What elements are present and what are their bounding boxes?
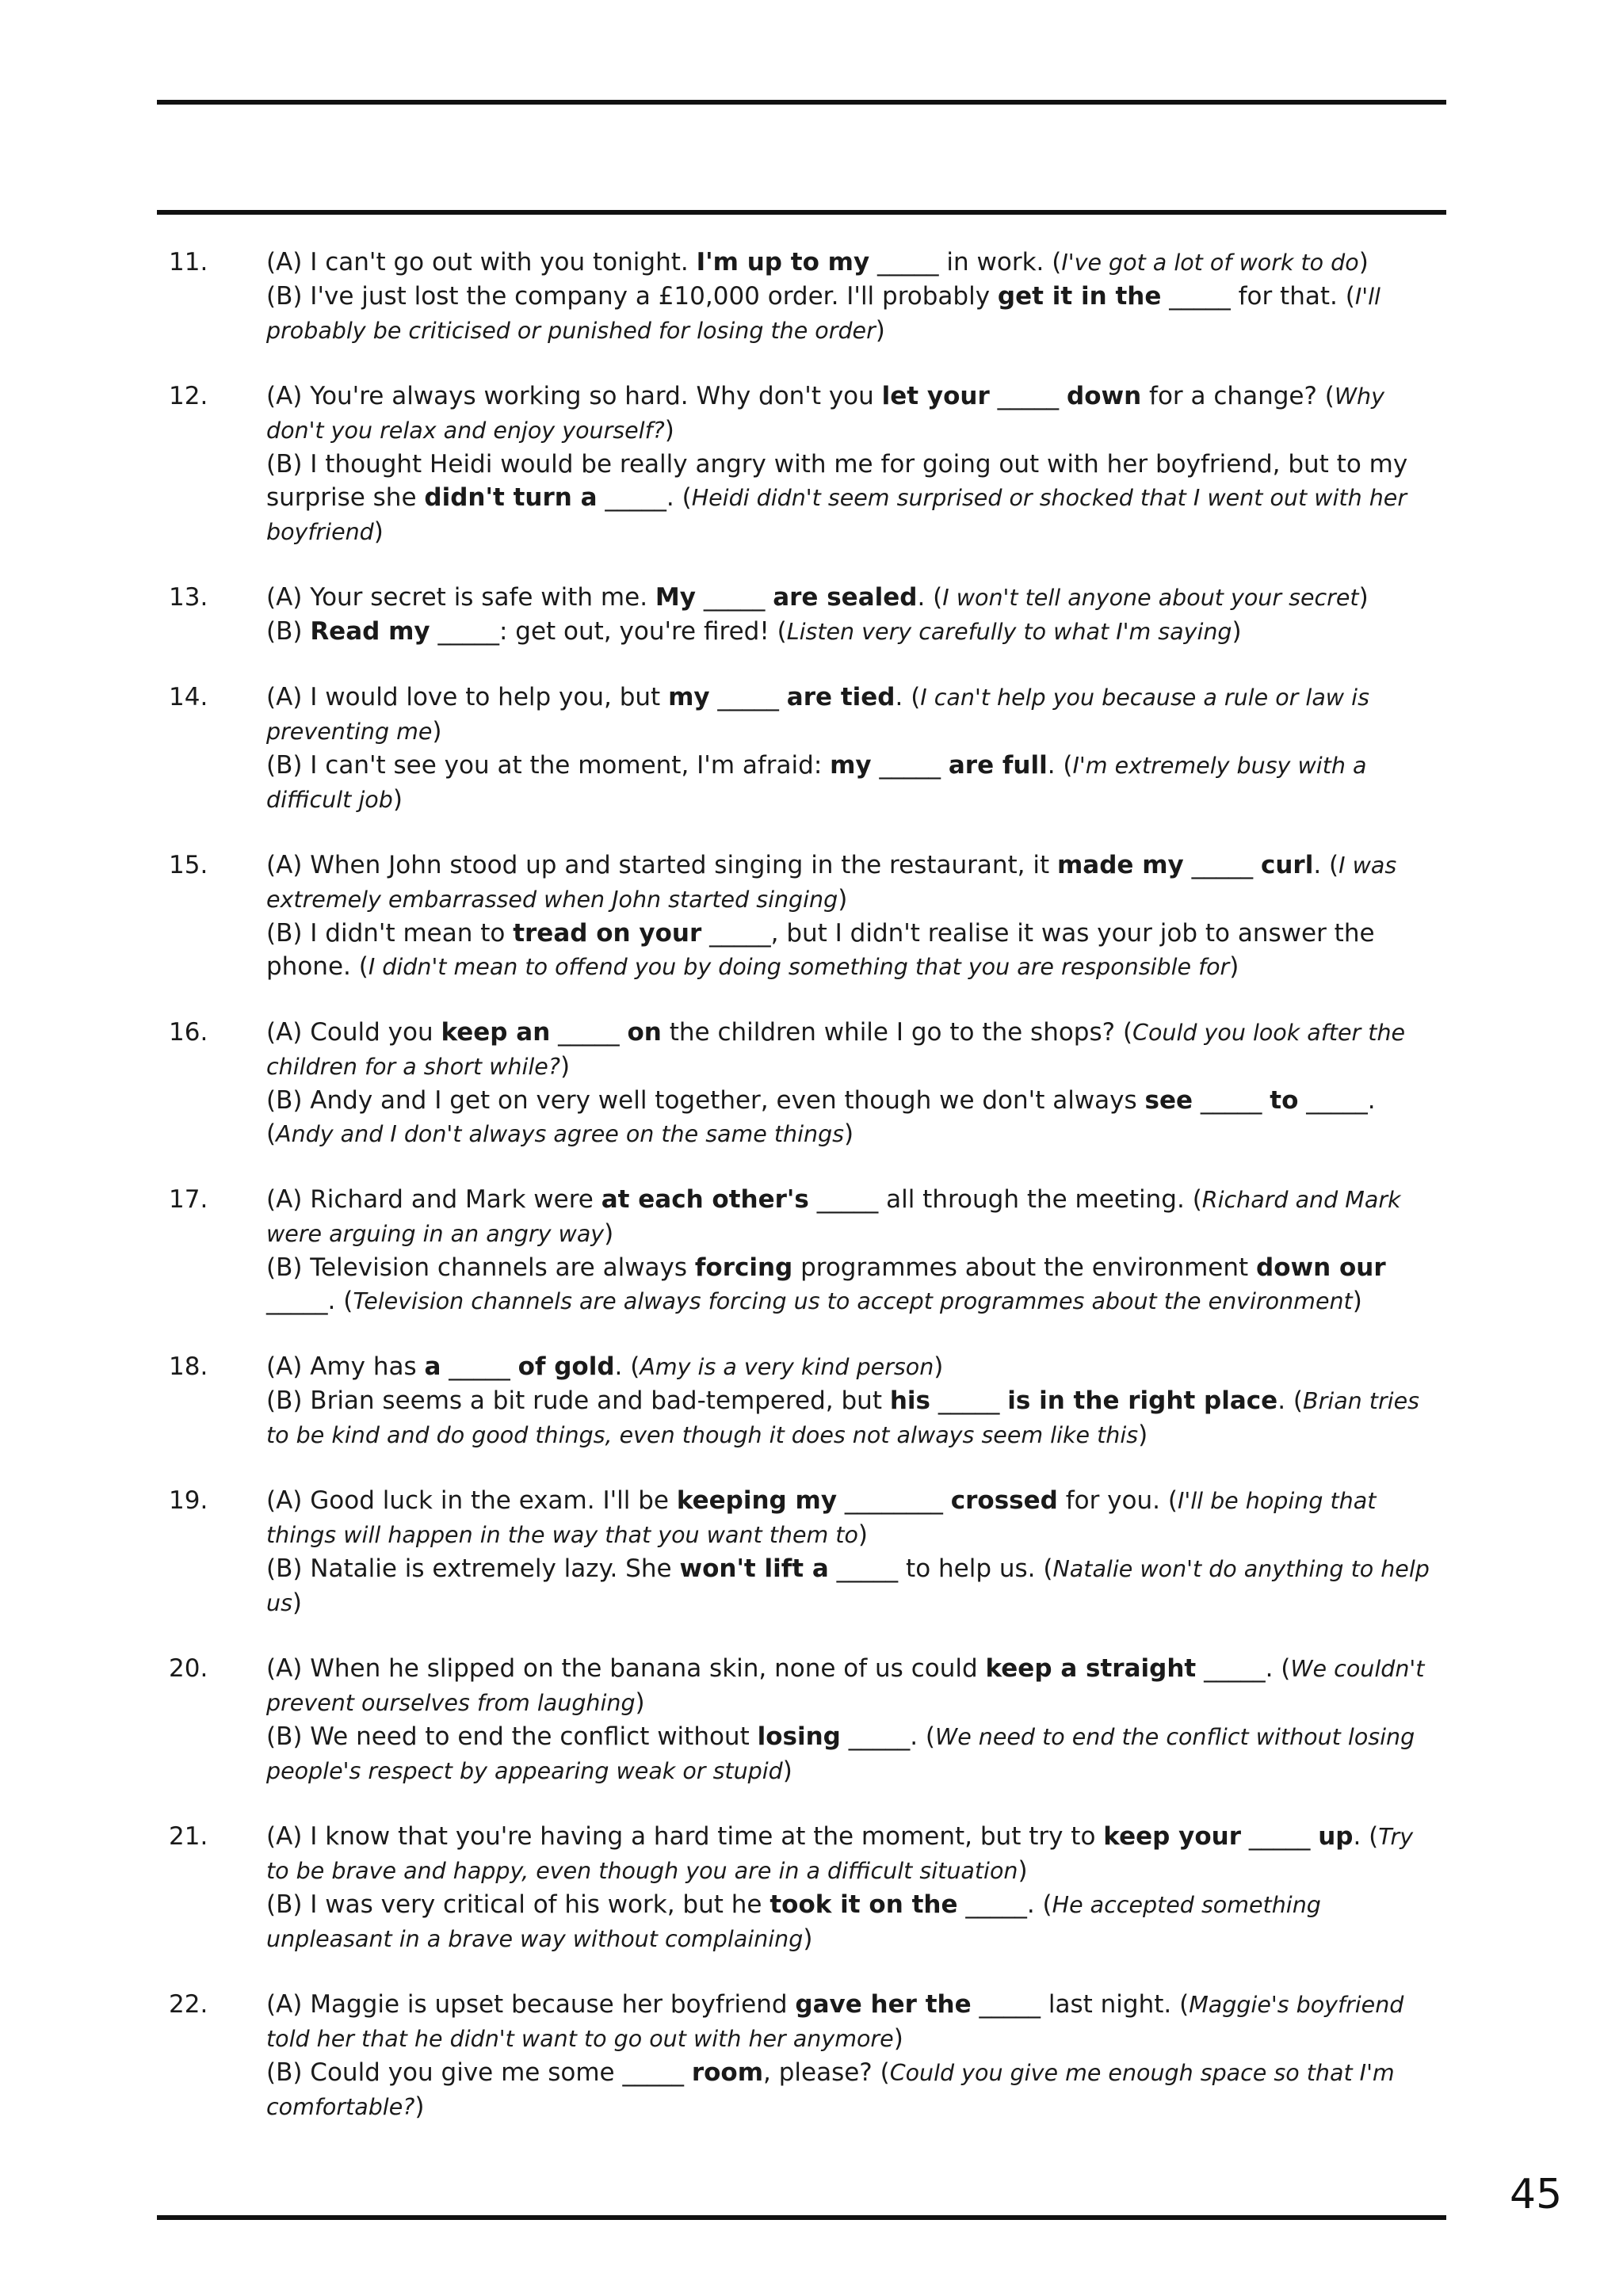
sentence-text: ) xyxy=(604,1219,614,1248)
sentence-text: _____ in work. ( xyxy=(869,248,1062,277)
sentence-text: ) xyxy=(934,1352,944,1381)
sentence-text: (A) You're always working so hard. Why don't you xyxy=(266,382,882,410)
sentence-text: . ( xyxy=(1353,1822,1379,1851)
idiom-phrase: keep your xyxy=(1103,1822,1241,1851)
idiom-phrase: down xyxy=(1067,382,1142,410)
sentence-text: (B) I was very critical of his work, but he xyxy=(266,1890,770,1919)
idiom-phrase: room xyxy=(691,2058,763,2087)
sentence-b xyxy=(266,1720,1439,1788)
meaning-hint: Television channels are always forcing us to accept programmes about the environment xyxy=(353,1288,1353,1314)
idiom-phrase: keep an xyxy=(441,1018,551,1047)
exercise-number: 19. xyxy=(169,1486,208,1515)
idiom-phrase: didn't turn a xyxy=(424,483,598,512)
meaning-hint: I'll probably be criticised or punished for losing the order xyxy=(266,284,1381,344)
sentence-text: . ( xyxy=(1047,751,1073,780)
sentence-text: ) xyxy=(1352,1287,1362,1315)
idiom-phrase: tread on your xyxy=(513,919,702,948)
meaning-hint: Why don't you relax and enjoy yourself? xyxy=(266,383,1384,444)
sentence-a xyxy=(266,1820,1439,1888)
meaning-hint: Natalie won't do anything to help us xyxy=(266,1556,1430,1616)
sentence-text: ) xyxy=(414,2092,425,2121)
sentence-a xyxy=(266,1016,1439,1084)
idiom-phrase: to xyxy=(1270,1086,1299,1115)
sentence-text: (B) Natalie is extremely lazy. She xyxy=(266,1554,680,1583)
sentence-text: _____ xyxy=(871,751,949,780)
meaning-hint: Andy and I don't always agree on the same things xyxy=(276,1121,845,1147)
exercise-item xyxy=(0,379,1623,549)
exercise-number: 14. xyxy=(169,683,208,711)
sentence-text: ) xyxy=(803,1924,813,1953)
sentence-text: ) xyxy=(1358,583,1369,612)
sentence-text: _____, but I didn't realise it was your job to answer the phone. ( xyxy=(266,919,1375,981)
sentence-text: _____. ( xyxy=(840,1722,936,1751)
idiom-phrase: are tied xyxy=(786,683,896,711)
exercise-number: 15. xyxy=(169,851,208,879)
sentence-a xyxy=(266,379,1439,448)
exercise-body xyxy=(266,1652,1439,1788)
idiom-phrase: see xyxy=(1144,1086,1193,1115)
sentence-text: ) xyxy=(857,1520,869,1549)
meaning-hint: Could you give me enough space so that I'm comfortable? xyxy=(266,2060,1395,2120)
sentence-text: (B) Could you give me some _____ xyxy=(266,2058,692,2087)
exercise-number: 11. xyxy=(169,248,208,277)
idiom-phrase: keeping my xyxy=(676,1486,838,1515)
sentence-b xyxy=(266,280,1439,348)
sentence-text: (A) Good luck in the exam. I'll be xyxy=(266,1486,677,1515)
sentence-text: _____ for that. ( xyxy=(1161,282,1355,311)
meaning-hint: Try to be brave and happy, even though you are in a difficult situation xyxy=(266,1824,1414,1884)
sentence-text: ) xyxy=(1358,248,1369,277)
sentence-b xyxy=(266,448,1439,549)
sentence-text: (A) When he slipped on the banana skin, none of us could xyxy=(266,1654,986,1683)
sentence-text: _____. ( xyxy=(597,483,692,512)
sentence-text: _____ xyxy=(550,1018,628,1047)
header-rule-top xyxy=(157,100,1446,105)
exercise-number: 22. xyxy=(169,1990,208,2019)
idiom-phrase: losing xyxy=(757,1722,841,1751)
sentence-text: . ( xyxy=(614,1352,640,1381)
meaning-hint: I'm extremely busy with a difficult job xyxy=(266,753,1367,813)
sentence-text: _____ xyxy=(709,683,787,711)
sentence-text: ) xyxy=(844,1119,854,1148)
sentence-text: _____. ( xyxy=(957,1890,1052,1919)
sentence-text: (A) Could you xyxy=(266,1018,441,1047)
sentence-text: for a change? ( xyxy=(1141,382,1335,410)
sentence-text: ) xyxy=(664,416,674,444)
sentence-text: (B) We need to end the conflict without xyxy=(266,1722,758,1751)
sentence-text: _____ all through the meeting. ( xyxy=(808,1185,1202,1214)
meaning-hint: He accepted something unpleasant in a brave way without complaining xyxy=(266,1892,1321,1952)
sentence-text: (A) When John stood up and started singing in the restaurant, it xyxy=(266,851,1057,879)
exercise-number: 13. xyxy=(169,583,208,612)
idiom-phrase: his xyxy=(889,1386,930,1415)
sentence-text: (A) I would love to help you, but xyxy=(266,683,669,711)
header-rule-bottom xyxy=(157,210,1446,215)
sentence-text: (A) Maggie is upset because her boyfriend xyxy=(266,1990,796,2019)
sentence-b xyxy=(266,1084,1439,1151)
exercise-body xyxy=(266,1820,1439,1956)
sentence-text: (A) I can't go out with you tonight. xyxy=(266,248,697,277)
meaning-hint: Richard and Mark were arguing in an angry way xyxy=(266,1187,1401,1247)
idiom-phrase: down our xyxy=(1256,1253,1386,1282)
idiom-phrase: My xyxy=(655,583,696,612)
sentence-text: (B) I thought Heidi would be really angry with me for going out with her boyfriend, but to my surprise she xyxy=(266,450,1408,512)
sentence-text: ) xyxy=(432,717,442,746)
sentence-text: (B) I didn't mean to xyxy=(266,919,514,948)
meaning-hint: Could you look after the children for a short while? xyxy=(266,1020,1406,1080)
sentence-text: (B) I've just lost the company a £10,000 order. I'll probably xyxy=(266,282,998,311)
idiom-phrase: on xyxy=(627,1018,662,1047)
exercise-item xyxy=(0,1183,1623,1318)
sentence-a xyxy=(266,1652,1439,1720)
idiom-phrase: took it on the xyxy=(769,1890,958,1919)
sentence-text: , please? ( xyxy=(763,2058,890,2087)
sentence-text: ) xyxy=(373,517,384,546)
meaning-hint: Listen very carefully to what I'm saying xyxy=(786,619,1232,645)
sentence-a xyxy=(266,1350,1439,1384)
exercise-body xyxy=(266,1016,1439,1151)
meaning-hint: I'll be hoping that things will happen in the way that you want them to xyxy=(266,1488,1377,1548)
sentence-text: ) xyxy=(1018,1856,1028,1885)
sentence-text: ________ xyxy=(837,1486,951,1515)
exercise-item xyxy=(0,246,1623,348)
sentence-text: (B) Television channels are always xyxy=(266,1253,695,1282)
sentence-text: _____ xyxy=(1183,851,1261,879)
meaning-hint: We couldn't prevent ourselves from laughing xyxy=(266,1656,1425,1716)
sentence-text: _____ xyxy=(930,1386,1008,1415)
exercise-number: 18. xyxy=(169,1352,208,1381)
exercise-number: 17. xyxy=(169,1185,208,1214)
meaning-hint: I didn't mean to offend you by doing something that you are responsible for xyxy=(368,954,1230,980)
idiom-phrase: Read my xyxy=(310,617,430,646)
sentence-text: ) xyxy=(1232,617,1242,646)
meaning-hint: Heidi didn't seem surprised or shocked that I went out with her boyfriend xyxy=(266,485,1407,545)
sentence-text: _____. ( xyxy=(1196,1654,1291,1683)
exercise-body xyxy=(266,1183,1439,1318)
sentence-text: (B) Brian seems a bit rude and bad-tempered, but xyxy=(266,1386,890,1415)
idiom-phrase: forcing xyxy=(694,1253,793,1282)
sentence-text: _____. ( xyxy=(266,1086,1376,1148)
sentence-text: (A) I know that you're having a hard time at the moment, but try to xyxy=(266,1822,1104,1851)
sentence-text: for you. ( xyxy=(1057,1486,1178,1515)
exercise-list xyxy=(0,246,1623,2156)
sentence-text: (A) Richard and Mark were xyxy=(266,1185,601,1214)
exercise-body xyxy=(266,849,1439,984)
sentence-text: ) xyxy=(559,1052,571,1081)
sentence-b xyxy=(266,749,1439,817)
exercise-body xyxy=(266,1484,1439,1620)
sentence-text: ) xyxy=(782,1756,792,1785)
sentence-text: (B) xyxy=(266,617,311,646)
sentence-b xyxy=(266,2056,1439,2124)
exercise-body xyxy=(266,1988,1439,2124)
sentence-a xyxy=(266,681,1439,749)
idiom-phrase: let your xyxy=(881,382,990,410)
meaning-hint: I was extremely embarrassed when John started singing xyxy=(266,852,1397,913)
exercise-body xyxy=(266,379,1439,549)
idiom-phrase: curl xyxy=(1260,851,1314,879)
sentence-text: (B) I can't see you at the moment, I'm afraid: xyxy=(266,751,831,780)
exercise-number: 16. xyxy=(169,1018,208,1047)
sentence-a xyxy=(266,849,1439,917)
sentence-b xyxy=(266,1251,1439,1318)
sentence-text: ) xyxy=(893,2024,903,2053)
sentence-text: _____ xyxy=(1193,1086,1270,1115)
sentence-text: _____ xyxy=(441,1352,518,1381)
sentence-b xyxy=(266,1384,1439,1452)
sentence-a xyxy=(266,1484,1439,1552)
footer-rule xyxy=(157,2215,1446,2220)
sentence-text: _____ xyxy=(1240,1822,1319,1851)
sentence-text: the children while I go to the shops? ( xyxy=(661,1018,1133,1047)
meaning-hint: Amy is a very kind person xyxy=(640,1354,934,1380)
sentence-text: ) xyxy=(292,1589,303,1617)
sentence-text: (B) Andy and I get on very well together, even though we don't always xyxy=(266,1086,1145,1115)
meaning-hint: We need to end the conflict without losing people's respect by appearing weak or stupid xyxy=(266,1724,1415,1784)
idiom-phrase: at each other's xyxy=(601,1185,809,1214)
idiom-phrase: are sealed xyxy=(773,583,918,612)
sentence-text: ) xyxy=(1138,1421,1148,1449)
sentence-text: . ( xyxy=(1313,851,1339,879)
sentence-a xyxy=(266,1183,1439,1251)
idiom-phrase: of gold xyxy=(517,1352,615,1381)
sentence-text: _____: get out, you're fired! ( xyxy=(430,617,787,646)
sentence-text: programmes about the environment xyxy=(792,1253,1257,1282)
exercise-item xyxy=(0,1820,1623,1956)
idiom-phrase: my xyxy=(668,683,710,711)
exercise-body xyxy=(266,681,1439,817)
sentence-b xyxy=(266,615,1439,649)
exercise-item xyxy=(0,1016,1623,1151)
idiom-phrase: a xyxy=(424,1352,441,1381)
exercise-number: 20. xyxy=(169,1654,208,1683)
sentence-text: _____. ( xyxy=(266,1287,353,1315)
exercise-item xyxy=(0,581,1623,649)
exercise-item xyxy=(0,1988,1623,2124)
sentence-b xyxy=(266,917,1439,984)
sentence-text: (A) Your secret is safe with me. xyxy=(266,583,655,612)
sentence-text: _____ last night. ( xyxy=(971,1990,1190,2019)
exercise-body xyxy=(266,581,1439,649)
exercise-body xyxy=(266,246,1439,348)
sentence-text: _____ to help us. ( xyxy=(828,1554,1053,1583)
exercise-item xyxy=(0,1484,1623,1620)
sentence-text: _____ xyxy=(695,583,773,612)
sentence-text: ) xyxy=(392,785,403,814)
sentence-text: _____ xyxy=(989,382,1067,410)
idiom-phrase: won't lift a xyxy=(679,1554,829,1583)
sentence-a xyxy=(266,1988,1439,2056)
idiom-phrase: keep a straight xyxy=(985,1654,1197,1683)
idiom-phrase: my xyxy=(830,751,872,780)
meaning-hint: I won't tell anyone about your secret xyxy=(942,585,1359,611)
meaning-hint: I can't help you because a rule or law is preventing me xyxy=(266,685,1369,745)
idiom-phrase: are full xyxy=(948,751,1048,780)
page-number: 45 xyxy=(1510,2171,1563,2218)
sentence-text: ) xyxy=(1229,952,1239,981)
idiom-phrase: made my xyxy=(1057,851,1184,879)
sentence-b xyxy=(266,1552,1439,1620)
meaning-hint: I've got a lot of work to do xyxy=(1061,250,1359,276)
exercise-item xyxy=(0,681,1623,817)
exercise-number: 12. xyxy=(169,382,208,410)
idiom-phrase: is in the right place xyxy=(1007,1386,1278,1415)
sentence-text: ) xyxy=(635,1688,645,1717)
sentence-text: ) xyxy=(875,316,885,345)
sentence-text: . ( xyxy=(1277,1386,1304,1415)
sentence-a xyxy=(266,246,1439,280)
sentence-b xyxy=(266,1888,1439,1956)
meaning-hint: Maggie's boyfriend told her that he didn't want to go out with her anymore xyxy=(266,1992,1404,2052)
sentence-text: ) xyxy=(838,885,848,913)
exercise-item xyxy=(0,849,1623,984)
exercise-body xyxy=(266,1350,1439,1452)
idiom-phrase: gave her the xyxy=(795,1990,972,2019)
sentence-a xyxy=(266,581,1439,615)
exercise-item xyxy=(0,1652,1623,1788)
idiom-phrase: crossed xyxy=(950,1486,1058,1515)
idiom-phrase: up xyxy=(1318,1822,1354,1851)
sentence-text: . ( xyxy=(917,583,943,612)
idiom-phrase: get it in the xyxy=(997,282,1162,311)
idiom-phrase: I'm up to my xyxy=(696,248,870,277)
sentence-text: . ( xyxy=(895,683,921,711)
exercise-item xyxy=(0,1350,1623,1452)
meaning-hint: Brian tries to be kind and do good things, even though it does not always seem like this xyxy=(266,1388,1419,1448)
exercise-number: 21. xyxy=(169,1822,208,1851)
sentence-text: (A) Amy has xyxy=(266,1352,425,1381)
